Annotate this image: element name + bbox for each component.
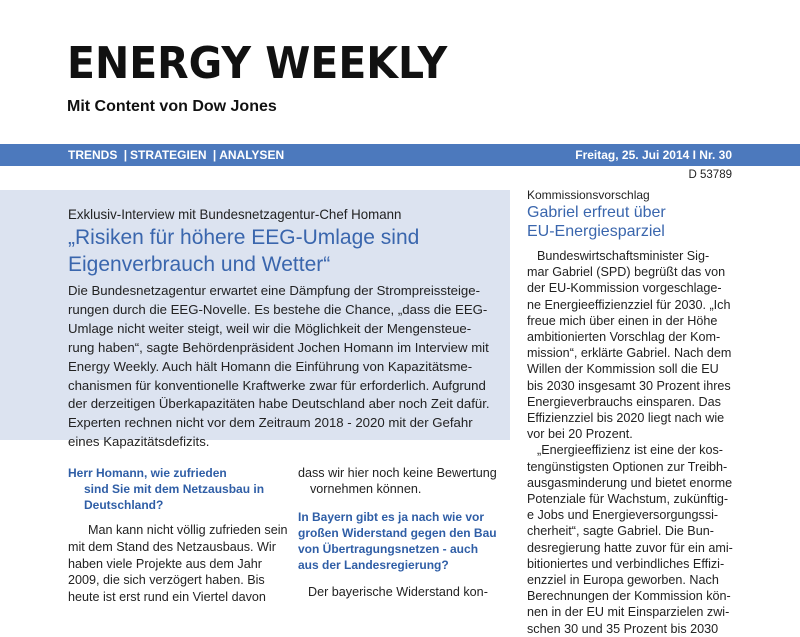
body-line: mar Gabriel (SPD) begrüßt das von xyxy=(527,265,726,280)
issue-date: Freitag, 25. Jui 2014 I Nr. 30 xyxy=(575,148,732,162)
question-line: Herr Homann, wie zufrieden xyxy=(68,466,227,480)
body-line: Berechnungen der Kommission kön- xyxy=(527,589,731,604)
interview-lead xyxy=(68,282,500,452)
body-line: bis 2030 insgesamt 30 Prozent ihres xyxy=(527,378,731,393)
question-line: sind Sie mit dem Netzausbau in xyxy=(84,482,265,496)
answer-line: 2009, die sich verzögert haben. Bis xyxy=(68,573,265,588)
body-line: Energieverbrauchs einsparen. Das xyxy=(527,394,721,409)
body-line: bitioniertes und verbindliches Effizi- xyxy=(527,556,725,571)
body-line: vor bei 20 Prozent. xyxy=(527,427,633,442)
interview-answer xyxy=(298,584,508,600)
body-line: ausgasminderung und bietet enorme xyxy=(527,475,733,490)
headline-line: Eigenverbrauch und Wetter“ xyxy=(68,253,331,276)
answer-line: vornehmen können. xyxy=(310,482,422,496)
section-trends: TRENDS xyxy=(68,148,118,162)
body-line: nen in der EU mit Einsparzielen zwi- xyxy=(527,605,730,620)
section-analysen: ANALYSEN xyxy=(219,148,285,162)
body-line: der EU-Kommission vorgeschlage- xyxy=(527,281,722,296)
section-bar xyxy=(0,144,800,166)
lead-line: Die Bundesnetzagentur erwartet eine Dämpfung der Strompreissteige- xyxy=(68,283,480,298)
sidebar-body xyxy=(527,248,732,637)
body-line: tengünstigsten Optionen zur Treibh- xyxy=(527,459,728,474)
headline-line: Gabriel erfreut über xyxy=(527,204,666,221)
question-line: großen Widerstand gegen den Bau xyxy=(298,526,497,540)
interview-question xyxy=(298,509,508,573)
interview-column-2 xyxy=(298,465,508,600)
body-line: mission“, erklärte Gabriel. Nach dem xyxy=(527,346,732,361)
body-line: ambitionierten Vorschlag der Kom- xyxy=(527,330,721,345)
body-line: cherheit“, sagte Gabriel. Die Bun- xyxy=(527,524,714,539)
masthead-subtitle: Mit Content von Dow Jones xyxy=(67,98,277,115)
answer-line: Der bayerische Widerstand kon- xyxy=(308,585,488,599)
lead-line: Umlage nicht weiter steigt, weil wir die Möglichkeit der Mengensteue- xyxy=(68,320,472,336)
document-number: D 53789 xyxy=(688,169,732,181)
answer-line: Man kann nicht völlig zufrieden sein xyxy=(88,523,288,537)
body-line: Potenziale für Wachstum, zukünftig- xyxy=(527,492,729,507)
body-line: freue mich über einen in der Höhe xyxy=(527,313,718,328)
question-line: In Bayern gibt es ja nach wie vor xyxy=(298,510,485,524)
answer-line: haben viele Projekte aus dem Jahr xyxy=(68,556,262,571)
sidebar-kicker: Kommissionsvorschlag xyxy=(527,188,650,202)
sidebar-headline xyxy=(527,203,727,241)
answer-line: heute ist erst rund ein Viertel davon xyxy=(68,590,266,605)
lead-line: Experten rechnen nicht vor dem Zeitraum 2018 - 2020 mit der Gefahr xyxy=(68,415,473,431)
answer-line: mit dem Stand des Netzausbaus. Wir xyxy=(68,539,276,554)
masthead xyxy=(67,36,476,115)
lead-line: rungen durch die EEG-Novelle. Es bestehe die Chance, „dass die EEG- xyxy=(68,301,488,317)
body-line: Effizienzziel bis 2020 liegt nach wie xyxy=(527,411,725,426)
question-line: aus der Landesregierung? xyxy=(298,558,449,572)
lead-line: Energy Weekly. Auch hält Homann die Einführung von Kapazitätsme- xyxy=(68,358,473,374)
section-list xyxy=(68,148,284,162)
question-line: Deutschland? xyxy=(84,498,164,512)
section-separator: | xyxy=(212,148,217,162)
headline-line: EU-Energiesparziel xyxy=(527,223,665,240)
body-line: schen 30 und 35 Prozent bis 2030 xyxy=(527,621,719,636)
section-strategien: STRATEGIEN xyxy=(130,148,207,162)
body-line: desregierung hatte zuvor für ein ami- xyxy=(527,540,733,555)
headline-line: „Risiken für höhere EEG-Umlage sind xyxy=(68,226,420,249)
body-line: „Energieeffizienz ist eine der kos- xyxy=(537,443,723,458)
lead-line: eines Kapazitätsdefizits. xyxy=(68,434,210,450)
section-separator: | xyxy=(123,148,128,162)
interview-question xyxy=(68,465,278,513)
interview-headline xyxy=(68,224,508,278)
interview-answer xyxy=(68,522,288,606)
lead-line: der derzeitigen Überkapazitäten habe Deutschland aber noch Zeit dafür. xyxy=(68,396,490,412)
lead-line: chanismen für konventionelle Kraftwerke zwar für erforderlich. Aufgrund xyxy=(68,377,486,393)
body-line: e Jobs und Energieversorgungssi- xyxy=(527,508,719,523)
lead-line: rung haben“, sagte Behördenpräsident Jochen Homann im Interview mit xyxy=(68,339,489,355)
answer-line: dass wir hier noch keine Bewertung xyxy=(298,466,497,480)
question-line: von Übertragungsnetzen - auch xyxy=(298,542,479,556)
answer-continuation xyxy=(298,465,508,497)
body-line: Willen der Kommission soll die EU xyxy=(527,362,719,377)
body-line: Bundeswirtschaftsminister Sig- xyxy=(537,249,710,263)
interview-column-1 xyxy=(68,465,288,606)
masthead-title: ENERGY WEEKLY xyxy=(67,38,448,89)
body-line: ne Energieeffizienzziel für 2030. „Ich xyxy=(527,297,731,312)
interview-kicker: Exklusiv-Interview mit Bundesnetzagentur-Chef Homann xyxy=(68,206,402,222)
body-line: enzziel in Europa geworben. Nach xyxy=(527,573,719,588)
